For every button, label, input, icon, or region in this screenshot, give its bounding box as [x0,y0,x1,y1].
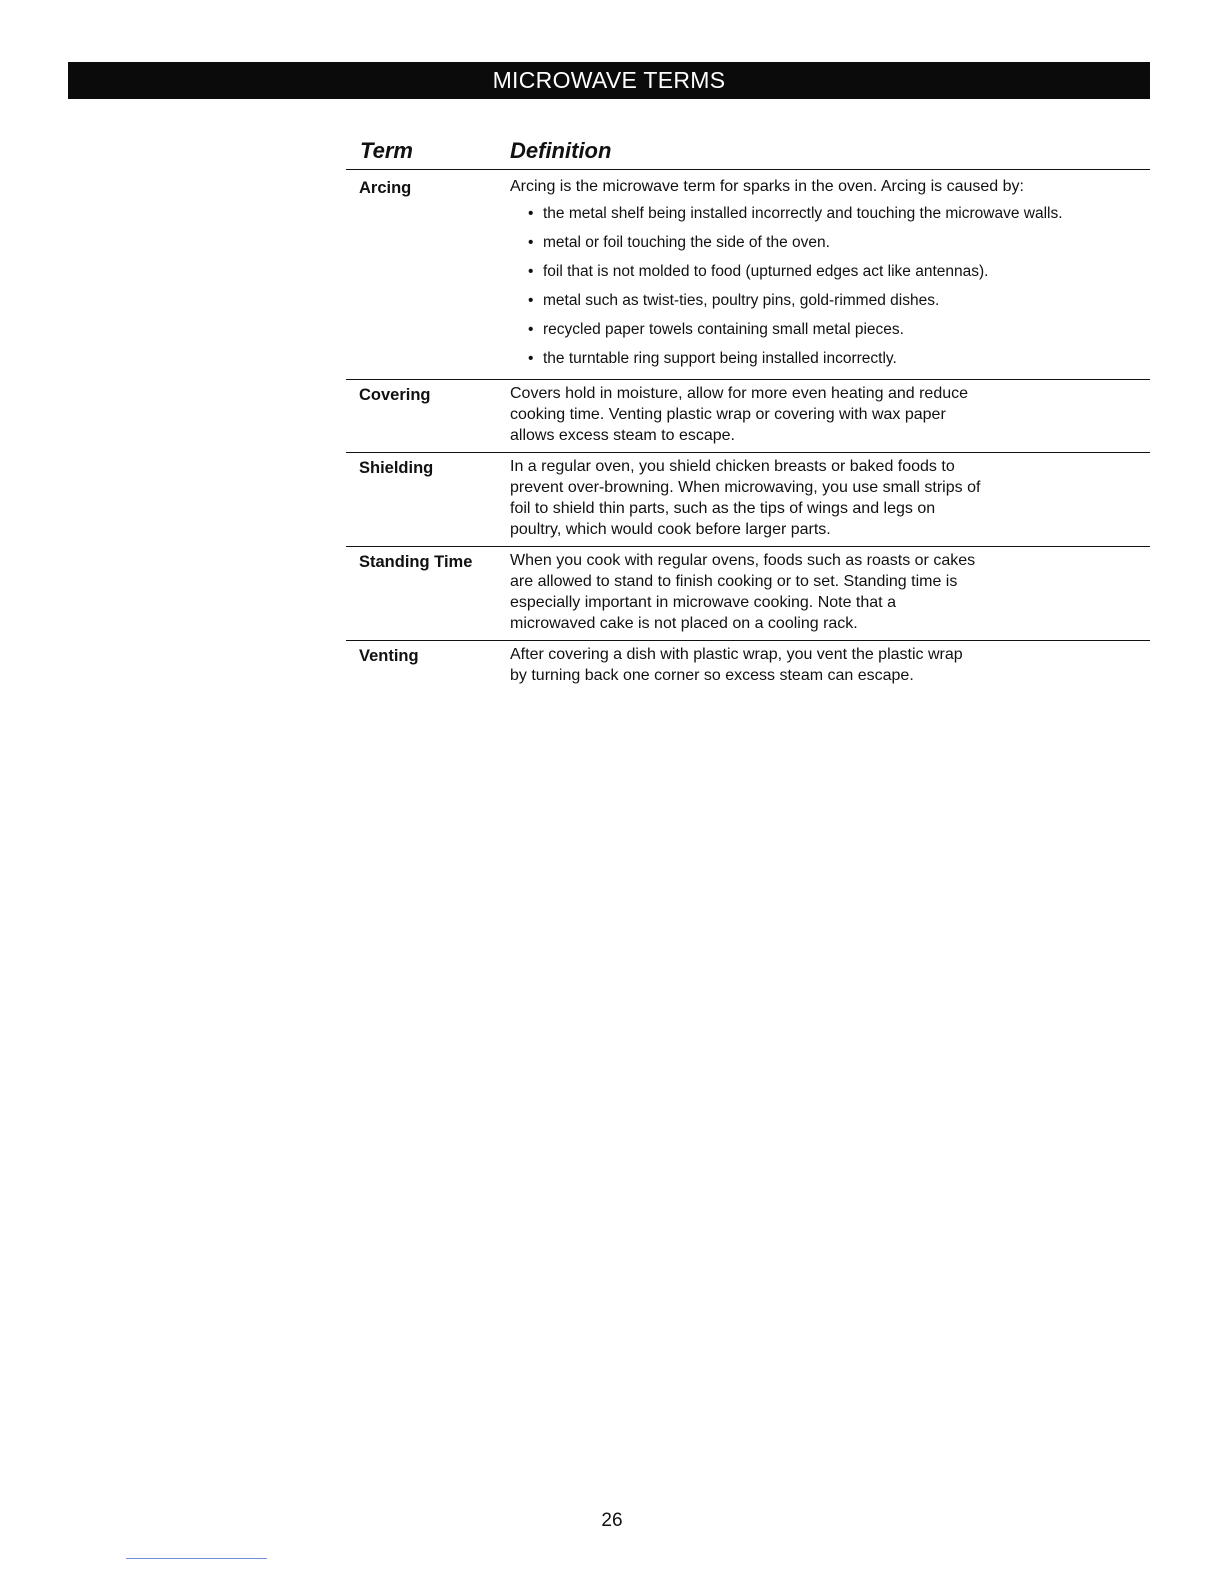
definition-line: When you cook with regular ovens, foods such as roasts or cakes [510,552,976,569]
term-row-venting [346,640,1150,692]
definition-line: by turning back one corner so excess steam can escape. [510,667,914,684]
page-number: 26 [601,1510,623,1531]
column-header-term: Term [360,138,413,163]
term-row-standing-time [346,546,1150,640]
bullet-text: the metal shelf being installed incorrectly and touching the microwave walls. [543,205,1063,222]
bullet-list [510,199,1140,373]
term-definition [510,644,1140,686]
definition-line: prevent over-browning. When microwaving, you use small strips of [510,479,981,496]
definition-line: foil to shield thin parts, such as the tips of wings and legs on [510,500,936,517]
term-row-covering [346,379,1150,452]
term-name: Standing Time [359,553,473,571]
bullet-item [510,344,1140,373]
term-row-arcing [346,170,1150,379]
bullet-item [510,286,1140,315]
table-header [346,136,1150,170]
bullet-icon: • [528,292,534,309]
definition-line: After covering a dish with plastic wrap, you vent the plastic wrap [510,646,963,663]
term-definition [510,550,1140,634]
definition-line: cooking time. Venting plastic wrap or covering with wax paper [510,406,946,423]
term-definition [510,456,1140,540]
term-name: Arcing [359,179,412,197]
bullet-icon: • [528,263,534,280]
definition-line: are allowed to stand to finish cooking or to set. Standing time is [510,573,958,590]
definition-line: poultry, which would cook before larger parts. [510,521,831,538]
terms-table [346,136,1150,692]
term-row-shielding [346,452,1150,546]
term-definition [510,383,1140,446]
definition-line: In a regular oven, you shield chicken breasts or baked foods to [510,458,955,475]
bullet-text: metal such as twist-ties, poultry pins, gold-rimmed dishes. [543,292,940,309]
definition-line: microwaved cake is not placed on a cooling rack. [510,615,858,632]
page-title: MICROWAVE TERMS [68,62,1150,99]
term-name: Venting [359,647,419,665]
bullet-icon: • [528,321,534,338]
definition-line: Arcing is the microwave term for sparks in the oven. Arcing is caused by: [510,178,1024,195]
term-name: Shielding [359,459,434,477]
term-name: Covering [359,386,431,404]
bullet-item [510,199,1140,228]
bullet-text: metal or foil touching the side of the oven. [543,234,830,251]
bullet-icon: • [528,350,534,367]
definition-line: especially important in microwave cooking. Note that a [510,594,896,611]
bullet-item [510,228,1140,257]
term-definition [510,176,1140,373]
definition-line: allows excess steam to escape. [510,427,735,444]
definition-line: Covers hold in moisture, allow for more even heating and reduce [510,385,969,402]
bullet-item [510,257,1140,286]
bullet-text: the turntable ring support being installed incorrectly. [543,350,897,367]
column-header-definition: Definition [510,138,612,163]
bullet-icon: • [528,205,534,222]
bullet-item [510,315,1140,344]
bullet-text: recycled paper towels containing small metal pieces. [543,321,904,338]
bullet-text: foil that is not molded to food (upturned edges act like antennas). [543,263,989,280]
bullet-icon: • [528,234,534,251]
footer-divider [126,1558,267,1559]
